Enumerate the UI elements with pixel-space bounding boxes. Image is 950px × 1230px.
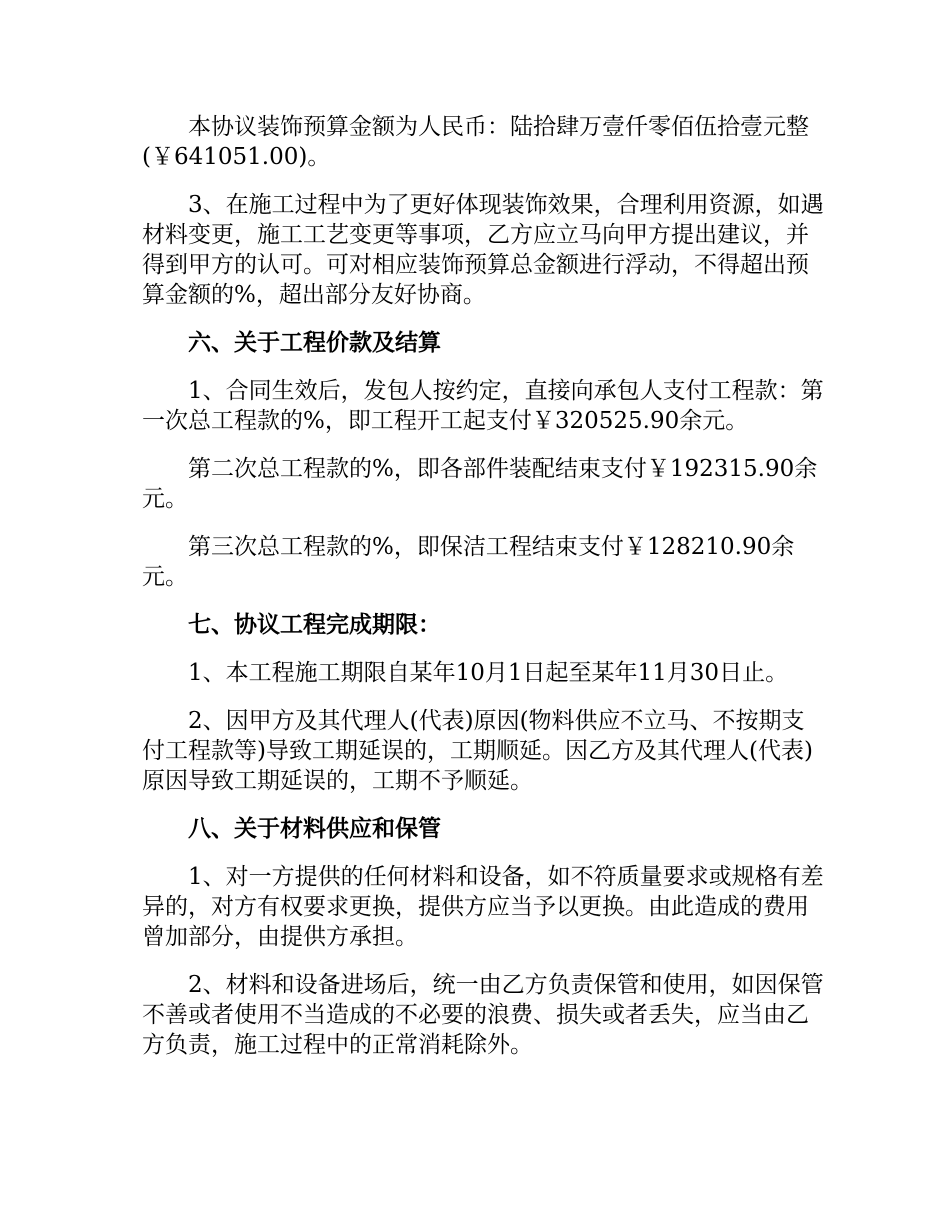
section-heading-payment: 六、关于工程价款及结算 xyxy=(188,330,441,356)
construction-period-paragraph: 1、本工程施工期限自某年10月1日起至某年11月30日止。 xyxy=(188,660,789,686)
section-heading-materials: 八、关于材料供应和保管 xyxy=(188,816,441,842)
budget-amount-paragraph: 本协议装饰预算金额为人民币：陆拾肆万壹仟零佰伍拾壹元整(￥641051.00)。 xyxy=(142,114,809,170)
third-payment-paragraph: 第三次总工程款的%，即保洁工程结束支付￥128210.90余元。 xyxy=(142,534,795,590)
first-payment-paragraph: 1、合同生效后，发包人按约定，直接向承包人支付工程款：第一次总工程款的%，即工程开工起支付￥320525.90余元。 xyxy=(142,378,824,434)
second-payment-paragraph: 第二次总工程款的%，即各部件装配结束支付￥192315.90余元。 xyxy=(142,456,818,512)
delay-paragraph: 2、因甲方及其代理人(代表)原因(物料供应不立马、不按期支付工程款等)导致工期延误的，工期顺延。因乙方及其代理人(代表)原因导致工期延误的，工期不予顺延。 xyxy=(142,708,813,794)
material-custody-paragraph: 2、材料和设备进场后，统一由乙方负责保管和使用，如因保管不善或者使用不当造成的不必要的浪费、损失或者丢失，应当由乙方负责，施工过程中的正常消耗除外。 xyxy=(142,972,824,1058)
material-quality-paragraph: 1、对一方提供的任何材料和设备，如不符质量要求或规格有差异的，对方有权要求更换，提供方应当予以更换。由此造成的费用曾加部分，由提供方承担。 xyxy=(142,864,824,950)
document-page xyxy=(142,112,827,1060)
material-change-paragraph: 3、在施工过程中为了更好体现装饰效果，合理利用资源，如遇材料变更，施工工艺变更等事项，乙方应立马向甲方提出建议，并得到甲方的认可。可对相应装饰预算总金额进行浮动，不得超出预算金额的%，超出部分友好协商。 xyxy=(142,192,824,308)
section-heading-deadline: 七、协议工程完成期限： xyxy=(188,612,441,638)
